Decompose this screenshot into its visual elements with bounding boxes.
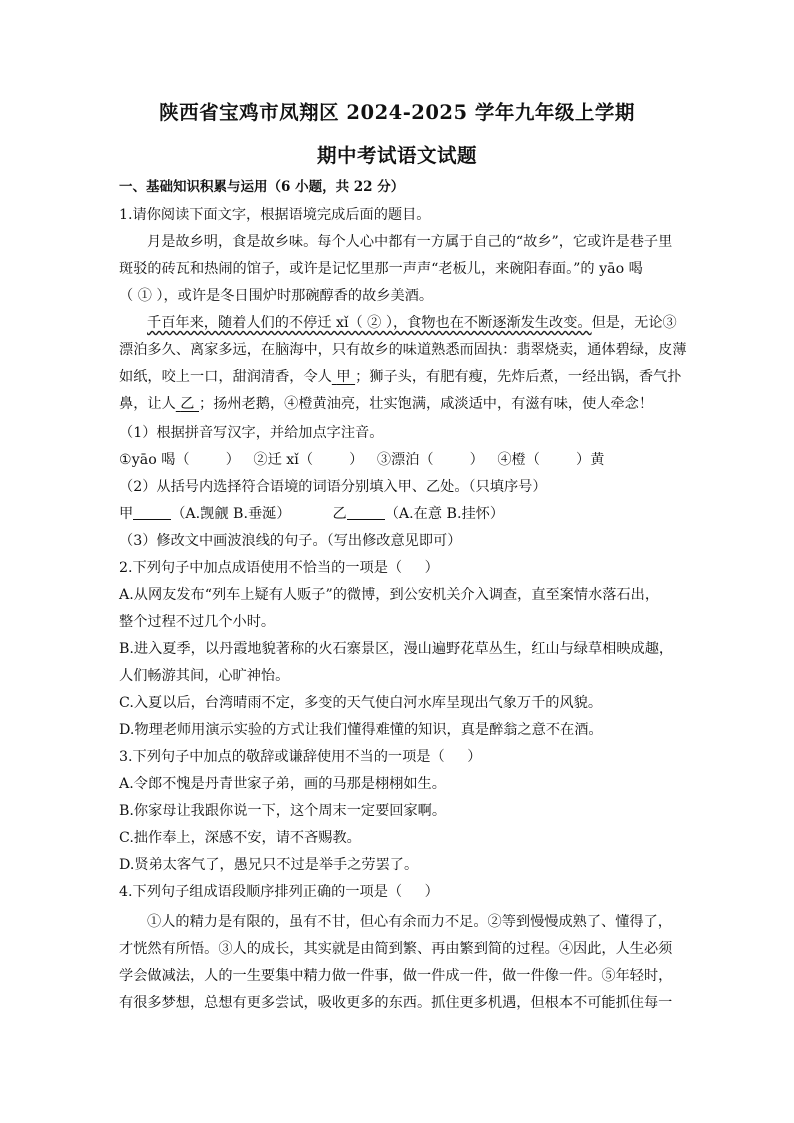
section-heading: 一、基础知识积累与运用（6 小题，共 22 分） xyxy=(119,179,405,195)
question-2-option-a-line1: A.从网友发布“列车上疑有人贩子”的微博，到公安机关介入调查，直至案情水落石出， xyxy=(119,587,660,603)
passage-p2-line4 xyxy=(119,394,679,414)
answer-blank-yi[interactable] xyxy=(347,505,385,520)
question-2-option-c: C.入夏以后，台湾晴雨不定，多变的天气使白河水库呈现出气象万千的风貌。 xyxy=(119,695,603,711)
passage-p2-line3 xyxy=(119,367,682,387)
blank-yi xyxy=(176,396,199,412)
option-jia-label: 甲 xyxy=(119,506,134,522)
question-3-option-a: A.令郎不愧是丹青世家子弟，画的马那是栩栩如生。 xyxy=(119,776,446,792)
question-1-part3: （3）修改文中画波浪线的句子。（写出修改意见即可） xyxy=(119,533,462,549)
passage-p2-line3-start: 如纸，咬上一口，甜润清香，令人 xyxy=(119,369,332,385)
question-2-option-b-line1: B.进入夏季，以丹霞地貌著称的火石寨景区，漫山遍野花草丛生，红山与绿草相映成趣， xyxy=(119,641,674,657)
passage-p1-line2: 斑驳的砖瓦和热闹的馆子，或许是记忆里那一声声“老板儿，来碗阳春面。”的 yāo 喝 xyxy=(119,261,643,277)
question-3-stem: 3.下列句子中加点的敬辞或谦辞使用不当的一项是（ ） xyxy=(119,749,482,765)
question-4-passage-line2: 才恍然有所悟。③人的成长，其实就是由简到繁、再由繁到简的过程。④因此，人生必须 xyxy=(119,941,673,957)
question-1-part2-options xyxy=(119,504,679,524)
question-1-part2: （2）从括号内选择符合语境的词语分别填入甲、乙处。（只填序号） xyxy=(119,479,547,495)
blank-jia xyxy=(332,369,355,385)
question-3-option-c: C.拙作奉上，深感不安，请不吝赐教。 xyxy=(119,830,361,846)
option-yi-label: 乙 xyxy=(332,506,347,522)
option-yi-choices: （A.在意 B.挂怀） xyxy=(384,506,505,522)
passage-p2-line4-start: 鼻，让人 xyxy=(119,396,176,412)
passage-p2-line3-end: ；狮子头，有肥有瘦，先炸后煮，一经出锅，香气扑 xyxy=(355,369,682,385)
answer-blank-jia[interactable] xyxy=(133,505,171,520)
passage-p2-line2: 漂泊多久、离家多远，在脑海中，只有故乡的味道熟悉而固执：翡翠烧卖，通体碧绿，皮薄 xyxy=(119,342,687,358)
exam-title-line2: 期中考试语文试题 xyxy=(316,144,477,167)
blank-yi-label: 乙 xyxy=(180,396,195,412)
option-jia-choices: （A.觊觎 B.垂涎） xyxy=(171,506,291,522)
passage-p2-line1-end: 但是，无论③ xyxy=(591,315,677,331)
passage-p1-line1: 月是故乡明，食是故乡味。每个人心中都有一方属于自己的“故乡”，它或许是巷子里 xyxy=(147,234,673,250)
blank-jia-label: 甲 xyxy=(336,369,351,385)
question-1-stem: 1.请你阅读下面文字，根据语境完成后面的题目。 xyxy=(119,207,431,223)
question-4-passage-line4: 有很多梦想，总想有更多尝试，吸收更多的东西。抓住更多机遇，但根本不可能抓住每一 xyxy=(119,995,673,1011)
question-4-passage-line3: 学会做减法，人的一生要集中精力做一件事，做一件成一件，做一件像一件。⑤年轻时， xyxy=(119,968,673,984)
passage-p2-line4-end: ；扬州老鹅，④橙黄油亮，壮实饱满，咸淡适中，有滋有味，使人牵念！ xyxy=(199,396,654,412)
question-4-stem: 4.下列句子组成语段顺序排列正确的一项是（ ） xyxy=(119,884,439,900)
passage-p1-line3: （ ① ），或许是冬日围炉时那碗醇香的故乡美酒。 xyxy=(119,288,434,304)
question-4-passage-line1: ①人的精力是有限的，虽有不甘，但心有余而力不足。②等到慢慢成熟了、懂得了， xyxy=(147,914,672,930)
passage-p2-line1 xyxy=(147,313,679,333)
question-2-stem: 2.下列句子中加点成语使用不恰当的一项是（ ） xyxy=(119,560,439,576)
question-2-option-b-line2: 人们畅游其间，心旷神怡。 xyxy=(119,668,290,684)
question-3-option-b: B.你家母让我跟你说一下，这个周末一定要回家啊。 xyxy=(119,803,447,819)
exam-title-line1: 陕西省宝鸡市凤翔区 2024-2025 学年九年级上学期 xyxy=(159,101,635,124)
question-3-option-d: D.贤弟太客气了，愚兄只不过是举手之劳罢了。 xyxy=(119,857,419,873)
question-2-option-d: D.物理老师用演示实验的方式让我们懂得难懂的知识，真是醉翁之意不在酒。 xyxy=(119,722,603,738)
question-1-part1-items: ①yāo 喝（ ） ②迁 xǐ（ ） ③漂泊（ ） ④橙（ ）黄 xyxy=(119,452,605,468)
wavy-underlined-sentence: 千百年来，随着人们的不停迁 xǐ（ ② ），食物也在不断逐渐发生改变。 xyxy=(147,315,592,331)
question-2-option-a-line2: 整个过程不过几个小时。 xyxy=(119,614,276,630)
question-1-part1: （1）根据拼音写汉字，并给加点字注音。 xyxy=(119,425,384,441)
